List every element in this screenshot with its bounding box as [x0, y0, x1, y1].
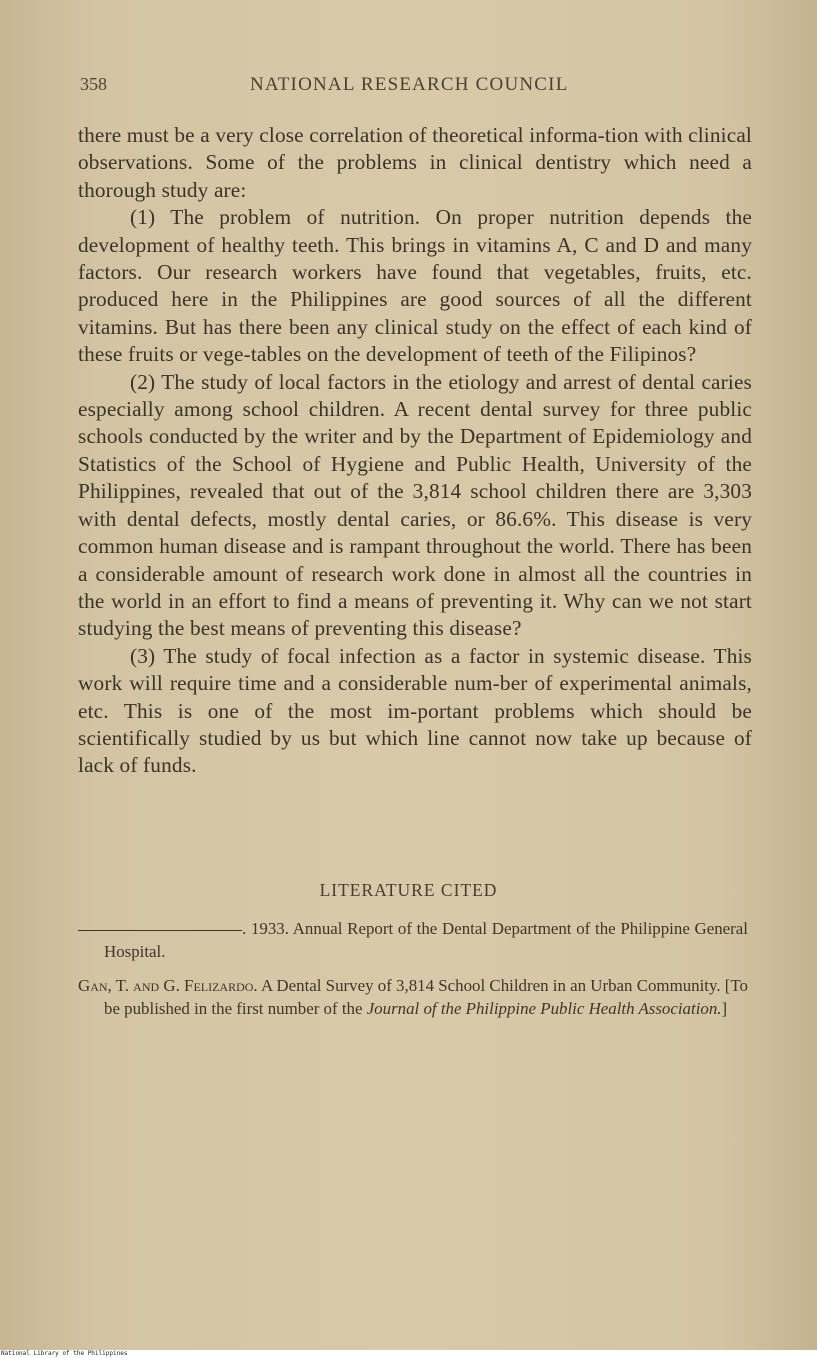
reference-text: . 1933. Annual Report of the Dental Department of the Philippine General Hospital.	[104, 919, 748, 962]
reference-item	[78, 917, 748, 964]
body-text	[78, 122, 752, 780]
page-number: 358	[80, 74, 107, 94]
paragraph-dental-caries: (2) The study of local factors in the etiology and arrest of dental caries especially among school children. A recent dental survey for three public schools conducted by the writer and by the Department of Epidemiology and Statistics of the School of Hygiene and Public Health, University of the Philippines, revealed that out of the 3,814 school children there are 3,303 with dental defects, mostly dental caries, or 86.6%. This disease is very common human disease and is rampant throughout the world. There has been a considerable amount of research work done in almost all the countries in the world in an effort to find a means of preventing it. Why can we not start studying the best means of preventing this disease?	[78, 369, 752, 641]
paragraph-intro: there must be a very close correlation of theoretical informa-tion with clinical observations. Some of the problems in clinical dentistry which need a thorough study are:	[78, 123, 752, 202]
paragraph-focal-infection: (3) The study of focal infection as a factor in systemic disease. This work will require time and a considerable num-ber of experimental animals, etc. This is one of the most im-portant problems which should be scientifically studied by us but which line cannot now take up because of lack of funds.	[78, 643, 752, 778]
running-head: NATIONAL RESEARCH COUNCIL	[250, 74, 569, 95]
reference-closing-bracket: ]	[721, 999, 728, 1019]
reference-journal: Journal of the Philippine Public Health Association.	[366, 999, 722, 1019]
reference-list	[78, 917, 748, 1031]
reference-text: A Dental Survey of 3,814 School Children in an Urban Community. [To be published in the first number of the	[104, 975, 748, 1019]
literature-cited-heading: LITERATURE CITED	[319, 880, 498, 900]
paragraph-nutrition: (1) The problem of nutrition. On proper nutrition depends the development of healthy teeth. This brings in vitamins A, C and D and many factors. Our research workers have found that vegetables, fruits, etc. produced here in the Philippines are good sources of all the different vitamins. But has there been any clinical study on the effect of each kind of these fruits or vege-tables on the development of teeth of the Filipinos?	[78, 205, 752, 367]
footer-credit: National Library of the Philippines	[1, 1350, 128, 1357]
page-header	[80, 74, 750, 100]
reference-item	[78, 974, 748, 1021]
repeated-author-rule	[78, 930, 242, 931]
reference-authors: Gan, T. and G. Felizardo.	[78, 975, 258, 995]
